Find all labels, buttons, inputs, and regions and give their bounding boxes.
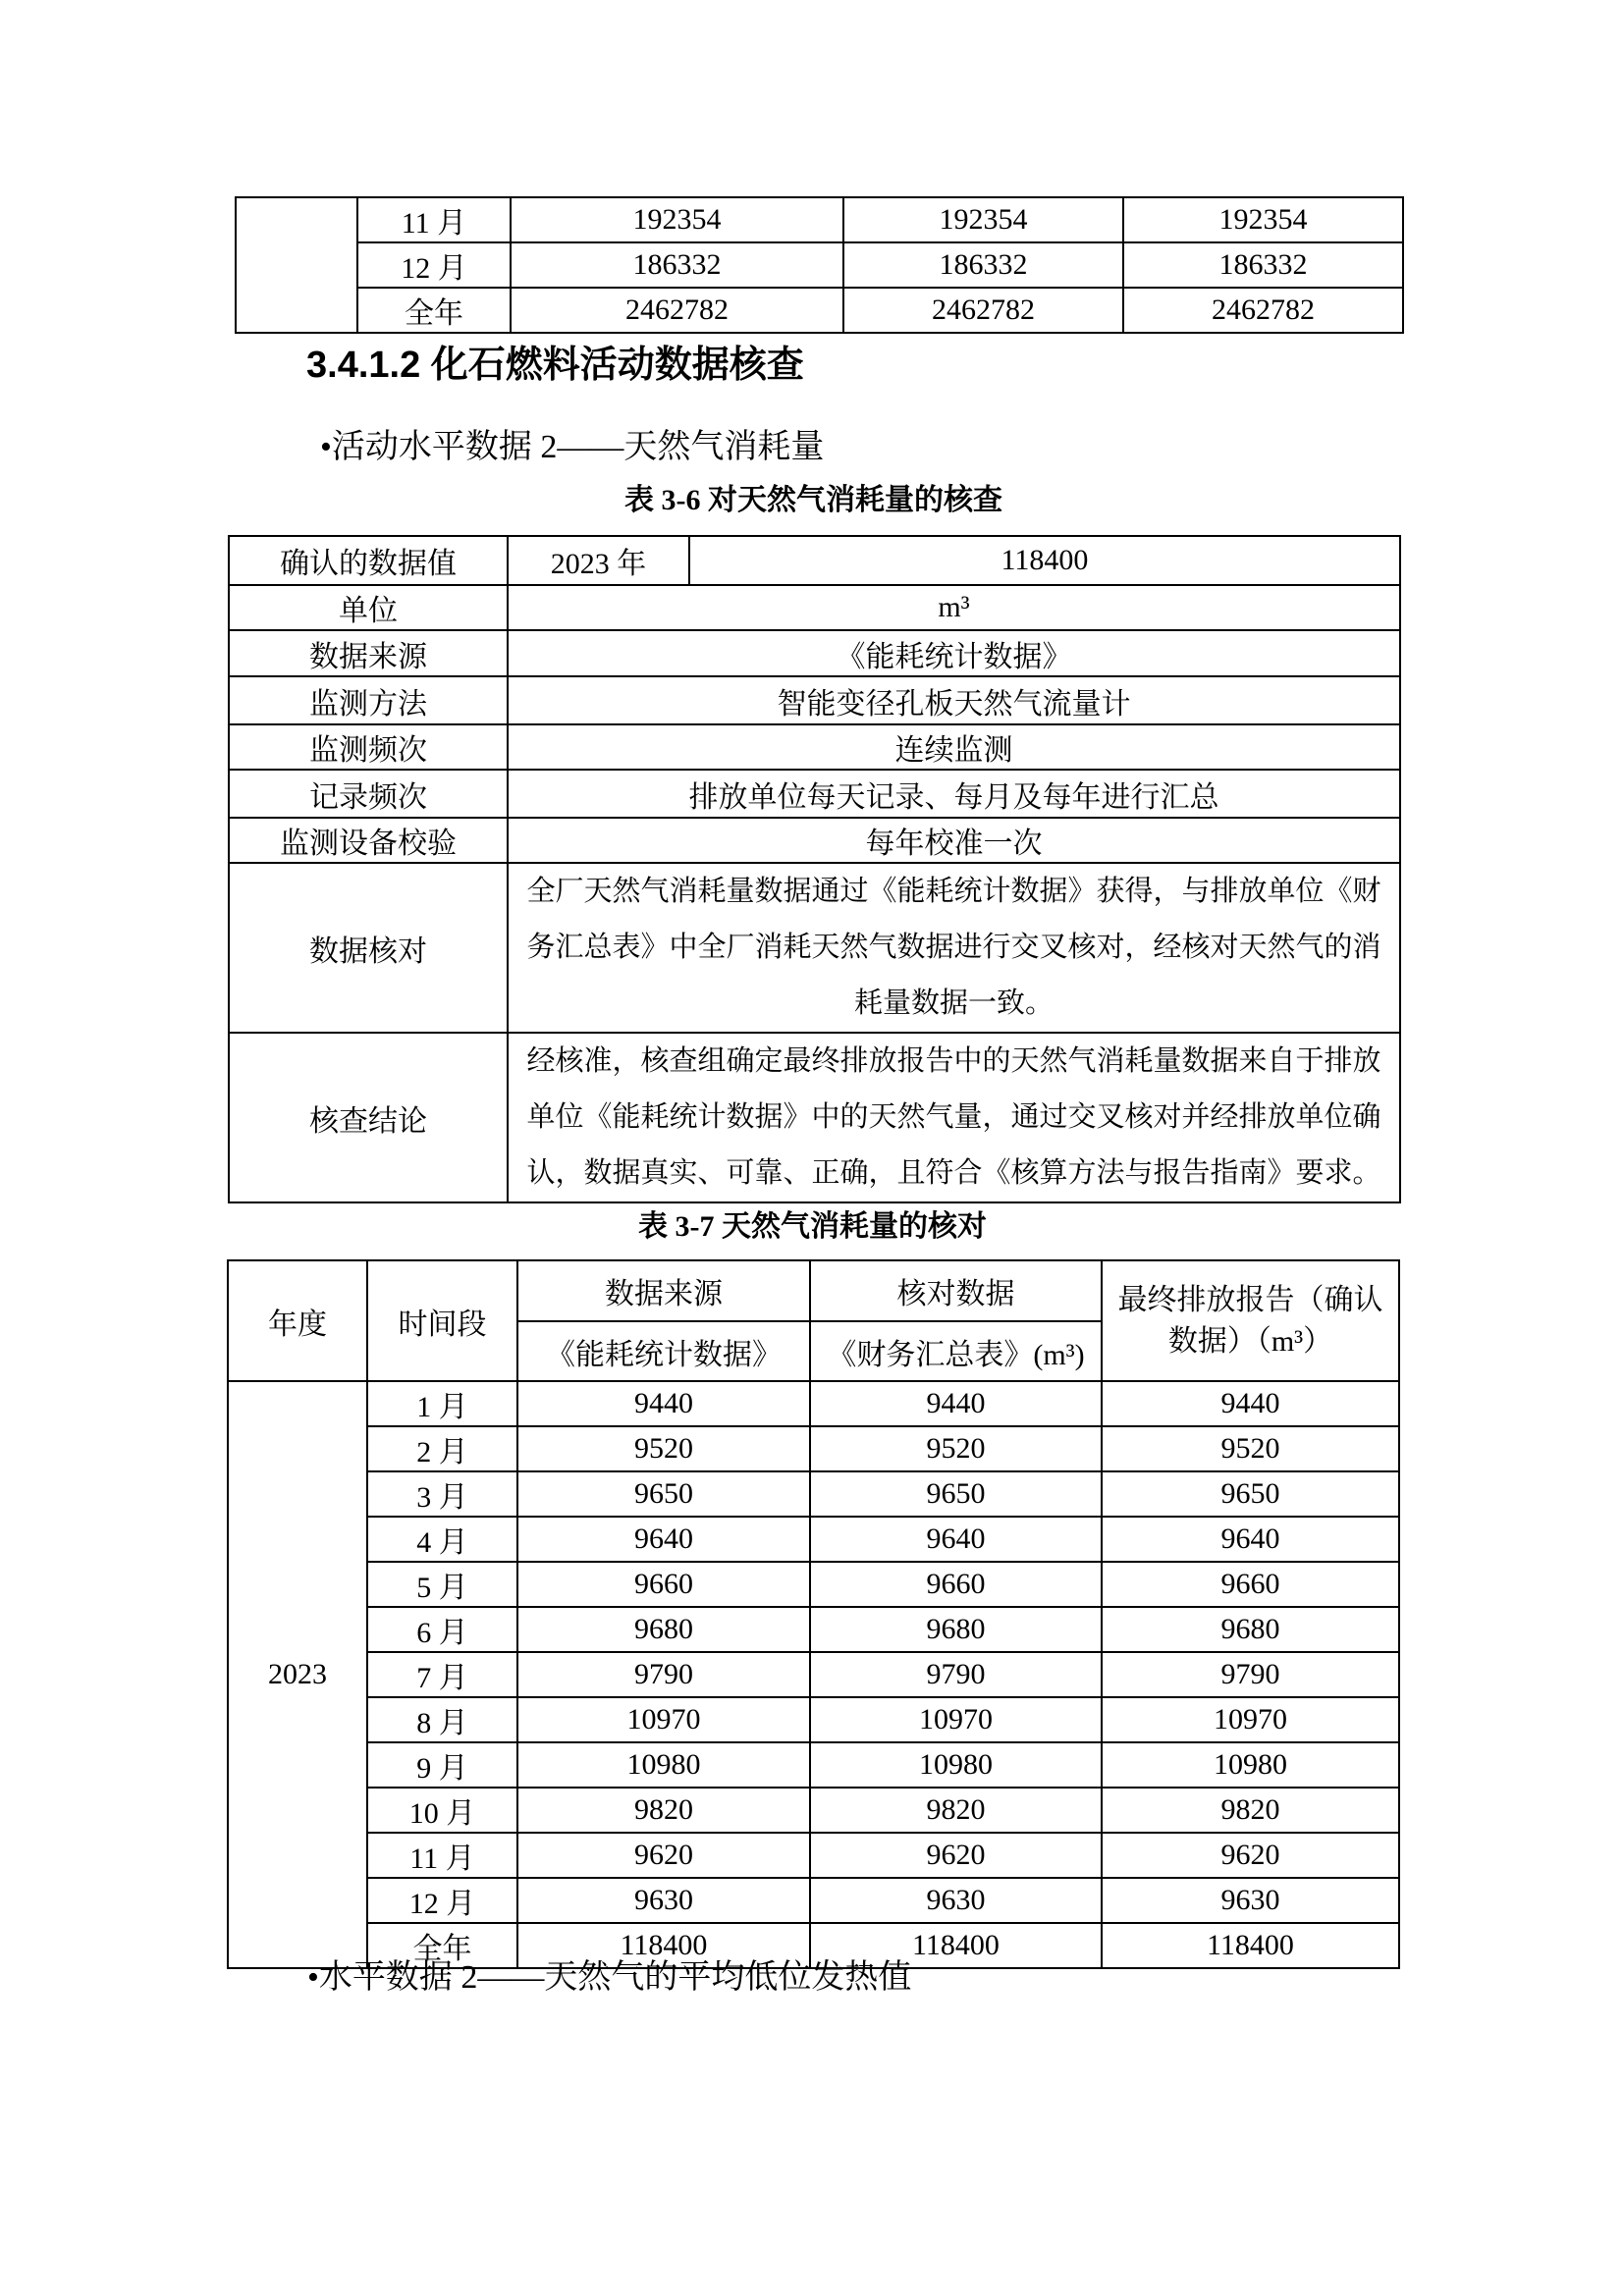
period-cell: 12 月 <box>357 242 511 288</box>
subheader-energy-stats: 《能耗统计数据》 <box>517 1321 810 1381</box>
row-label: 单位 <box>229 585 508 630</box>
value-cell: 192354 <box>843 197 1123 242</box>
value-cell: 9440 <box>1102 1381 1399 1426</box>
value-cell: 9650 <box>517 1471 810 1517</box>
period-cell: 10 月 <box>367 1788 517 1833</box>
verification-conclusion-text: 经核准，核查组确定最终排放报告中的天然气消耗量数据来自于排放单位《能耗统计数据》中的天然气量，通过交叉核对并经排放单位确认，数据真实、可靠、正确，且符合《核算方法与报告指南》要求。 <box>508 1033 1400 1202</box>
confirmed-value-cell: 118400 <box>689 536 1400 585</box>
year-cell-empty <box>236 197 357 333</box>
confirmed-year-cell: 2023 年 <box>508 536 689 585</box>
value-cell: 9680 <box>517 1607 810 1652</box>
value-cell: 9790 <box>810 1652 1102 1697</box>
value-cell: 118400 <box>517 1923 810 1968</box>
value-cell: 2462782 <box>1123 288 1403 333</box>
header-check-data: 核对数据 <box>810 1260 1102 1321</box>
row-label: 数据核对 <box>229 863 508 1033</box>
table-3-6-title: 表 3-6 对天然气消耗量的核查 <box>624 484 1002 516</box>
row-label: 监测方法 <box>229 676 508 724</box>
value-cell: 2462782 <box>843 288 1123 333</box>
header-final-report: 最终排放报告（确认数据）（m³） <box>1102 1260 1399 1381</box>
period-cell: 3 月 <box>367 1471 517 1517</box>
value-cell: 9790 <box>1102 1652 1399 1697</box>
row-value: 《能耗统计数据》 <box>508 630 1400 676</box>
table-3-7 <box>227 1259 1400 1969</box>
value-cell: 9640 <box>810 1517 1102 1562</box>
row-label: 核查结论 <box>229 1033 508 1202</box>
value-cell: 9440 <box>517 1381 810 1426</box>
value-cell: 186332 <box>1123 242 1403 288</box>
row-value: 每年校准一次 <box>508 818 1400 863</box>
period-cell: 11 月 <box>357 197 511 242</box>
value-cell: 10970 <box>1102 1697 1399 1742</box>
data-check-text: 全厂天然气消耗量数据通过《能耗统计数据》获得，与排放单位《财务汇总表》中全厂消耗天然气数据进行交叉核对，经核对天然气的消耗量数据一致。 <box>508 863 1400 1033</box>
year-value-cell: 2023 <box>228 1381 367 1968</box>
value-cell: 9620 <box>810 1833 1102 1878</box>
value-cell: 2462782 <box>511 288 843 333</box>
value-cell: 9820 <box>517 1788 810 1833</box>
row-label: 确认的数据值 <box>229 536 508 585</box>
value-cell: 9520 <box>810 1426 1102 1471</box>
row-value: 排放单位每天记录、每月及每年进行汇总 <box>508 770 1400 818</box>
value-cell: 9640 <box>1102 1517 1399 1562</box>
period-cell: 12 月 <box>367 1878 517 1923</box>
table-3-7-title: 表 3-7 天然气消耗量的核对 <box>638 1210 987 1243</box>
value-cell: 118400 <box>810 1923 1102 1968</box>
value-cell: 9440 <box>810 1381 1102 1426</box>
value-cell: 9660 <box>517 1562 810 1607</box>
header-data-source: 数据来源 <box>517 1260 810 1321</box>
period-cell: 1 月 <box>367 1381 517 1426</box>
value-cell: 9790 <box>517 1652 810 1697</box>
value-cell: 9660 <box>810 1562 1102 1607</box>
value-cell: 9650 <box>1102 1471 1399 1517</box>
value-cell: 9680 <box>1102 1607 1399 1652</box>
bullet-heating-value: •水平数据 2——天然气的平均低位发热值 <box>307 1959 912 1996</box>
value-cell: 9640 <box>517 1517 810 1562</box>
value-cell: 9660 <box>1102 1562 1399 1607</box>
value-cell: 9630 <box>810 1878 1102 1923</box>
period-cell: 4 月 <box>367 1517 517 1562</box>
period-cell: 2 月 <box>367 1426 517 1471</box>
value-cell: 9650 <box>810 1471 1102 1517</box>
value-cell: 10980 <box>1102 1742 1399 1788</box>
value-cell: 186332 <box>511 242 843 288</box>
value-cell: 9630 <box>517 1878 810 1923</box>
period-cell: 6 月 <box>367 1607 517 1652</box>
row-value: 智能变径孔板天然气流量计 <box>508 676 1400 724</box>
value-cell: 9820 <box>810 1788 1102 1833</box>
value-cell: 118400 <box>1102 1923 1399 1968</box>
row-value: m³ <box>508 585 1400 630</box>
row-value: 连续监测 <box>508 724 1400 770</box>
value-cell: 9520 <box>517 1426 810 1471</box>
value-cell: 9630 <box>1102 1878 1399 1923</box>
period-cell: 7 月 <box>367 1652 517 1697</box>
value-cell: 10980 <box>517 1742 810 1788</box>
value-cell: 9680 <box>810 1607 1102 1652</box>
header-year: 年度 <box>228 1260 367 1381</box>
value-cell: 9620 <box>1102 1833 1399 1878</box>
value-cell: 10970 <box>517 1697 810 1742</box>
value-cell: 192354 <box>511 197 843 242</box>
period-cell: 8 月 <box>367 1697 517 1742</box>
value-cell: 186332 <box>843 242 1123 288</box>
period-cell: 全年 <box>367 1923 517 1968</box>
row-label: 数据来源 <box>229 630 508 676</box>
value-cell: 10980 <box>810 1742 1102 1788</box>
value-cell: 192354 <box>1123 197 1403 242</box>
table-3-6 <box>228 535 1401 1203</box>
value-cell: 10970 <box>810 1697 1102 1742</box>
period-cell: 9 月 <box>367 1742 517 1788</box>
period-cell: 11 月 <box>367 1833 517 1878</box>
value-cell: 9820 <box>1102 1788 1399 1833</box>
header-period: 时间段 <box>367 1260 517 1381</box>
section-heading: 3.4.1.2 化石燃料活动数据核查 <box>306 345 804 386</box>
row-label: 监测频次 <box>229 724 508 770</box>
period-cell: 5 月 <box>367 1562 517 1607</box>
value-cell: 9620 <box>517 1833 810 1878</box>
period-cell: 全年 <box>357 288 511 333</box>
row-label: 监测设备校验 <box>229 818 508 863</box>
monthly-consumption-continuation-table <box>235 196 1404 334</box>
value-cell: 9520 <box>1102 1426 1399 1471</box>
subheader-finance-summary: 《财务汇总表》(m³) <box>810 1321 1102 1381</box>
row-label: 记录频次 <box>229 770 508 818</box>
bullet-activity-data: •活动水平数据 2——天然气消耗量 <box>320 429 825 465</box>
